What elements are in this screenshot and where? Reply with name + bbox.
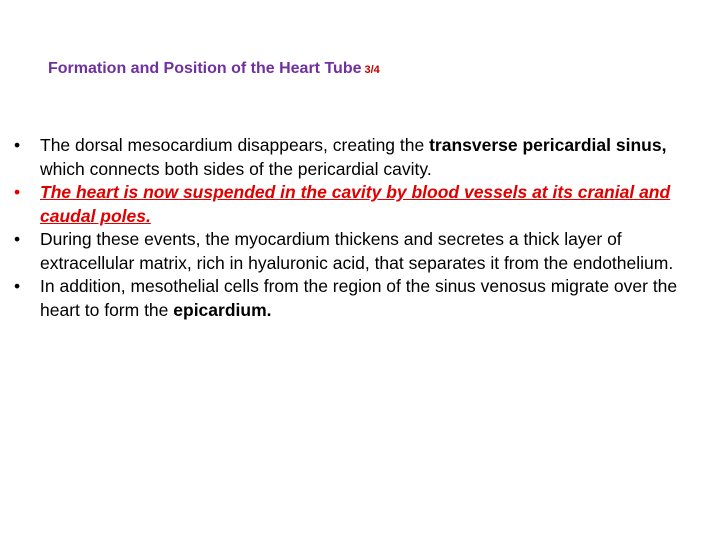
bullet-text-part: which connects both sides of the pericardial cavity. bbox=[40, 158, 432, 179]
bullet-text-part: The dorsal mesocardium disappears, creating the bbox=[40, 135, 430, 155]
bullet-list bbox=[14, 134, 714, 322]
bullet-marker: • bbox=[14, 135, 21, 155]
bullet-bold-term: epicardium. bbox=[173, 299, 272, 320]
bullet-marker: • bbox=[14, 182, 21, 202]
bullet-item-epicardium bbox=[14, 275, 714, 322]
bullet-item-mesocardium bbox=[14, 134, 714, 181]
bullet-item-myocardium bbox=[14, 228, 714, 275]
bullet-marker: • bbox=[14, 229, 21, 249]
bullet-text-part: In addition, mesothelial cells from the region of the sinus venosus migrate over the heart to form the bbox=[40, 276, 678, 320]
bullet-text bbox=[40, 276, 677, 320]
bullet-text: During these events, the myocardium thickens and secretes a thick layer of extracellular matrix, rich in hyaluronic acid, that separates it from the endothelium. bbox=[40, 229, 674, 273]
slide-title-text: Formation and Position of the Heart Tube bbox=[48, 60, 362, 77]
bullet-text bbox=[40, 135, 666, 179]
page-indicator: 3/4 bbox=[364, 64, 380, 76]
bullet-bold-term: transverse pericardial sinus, bbox=[429, 135, 667, 155]
bullet-item-suspension bbox=[14, 181, 714, 228]
bullet-marker: • bbox=[14, 276, 21, 296]
slide-title bbox=[48, 60, 380, 78]
bullet-text-emphasis: The heart is now suspended in the cavity by blood vessels at its cranial and caudal poles. bbox=[40, 182, 671, 226]
